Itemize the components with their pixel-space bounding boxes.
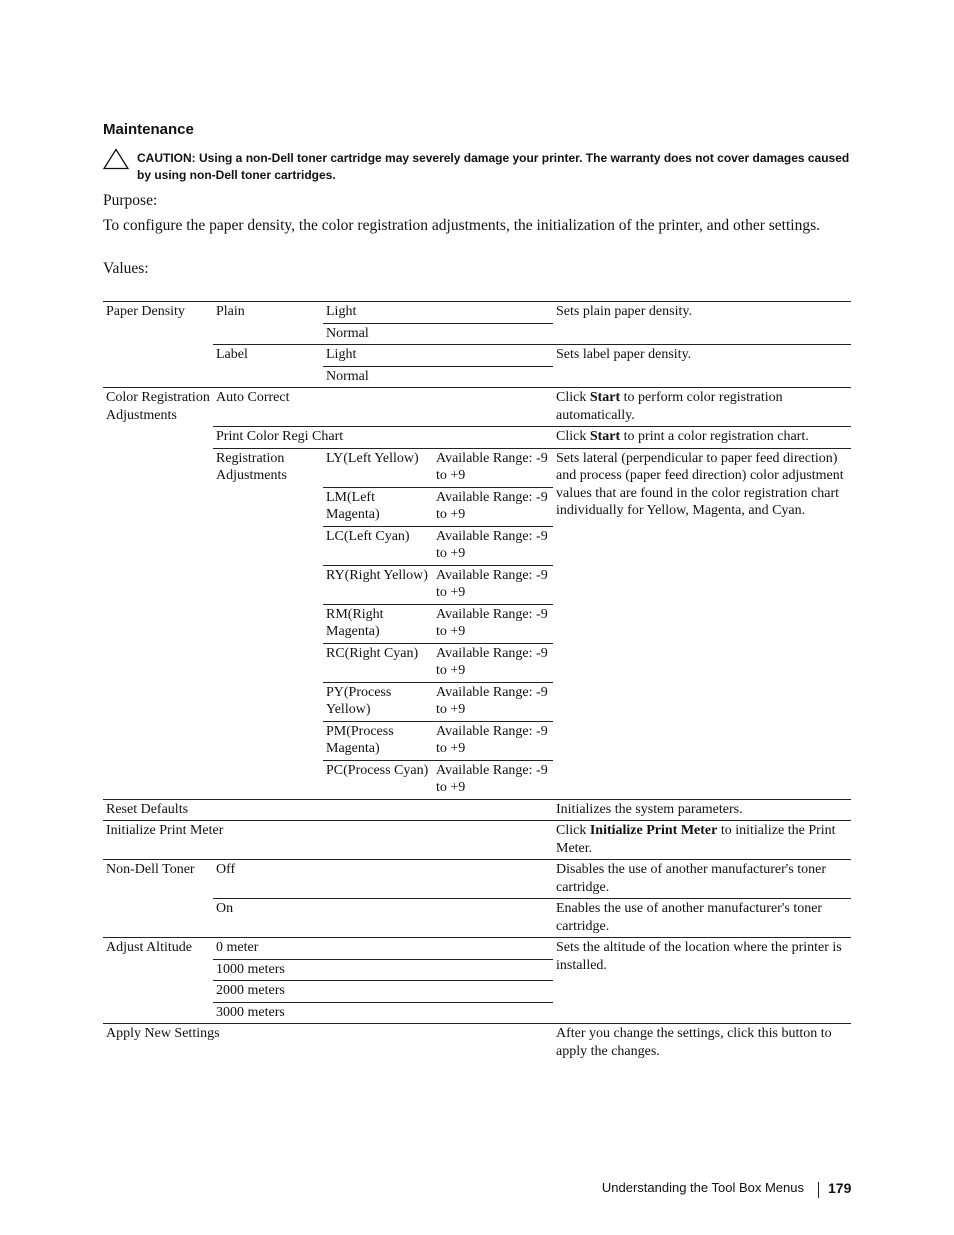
label-normal: Normal	[326, 368, 369, 384]
print-chart: Print Color Regi Chart	[213, 427, 553, 449]
reg-item-name: RC(Right Cyan)	[323, 643, 433, 682]
reg-item-name: RY(Right Yellow)	[323, 565, 433, 604]
table-row	[103, 388, 851, 427]
label-desc: Sets label paper density.	[553, 345, 851, 388]
caution-body: Using a non-Dell toner cartridge may severely damage your printer. The warranty does not cover damages caused by using non-Dell toner cartridges.	[137, 151, 850, 182]
values-table	[103, 301, 851, 1062]
reg-item-name: PM(Process Magenta)	[323, 721, 433, 760]
table-row	[103, 345, 851, 367]
reg-item-name: PC(Process Cyan)	[326, 762, 429, 778]
non-dell-label: Non-Dell Toner	[103, 860, 213, 938]
reg-item-range: Available Range: -9 to +9	[433, 643, 553, 682]
plain-normal: Normal	[326, 325, 369, 341]
reg-item-range: Available Range: -9 to +9	[436, 762, 548, 795]
non-dell-on-desc: Enables the use of another manufacturer's toner cartridge.	[553, 899, 851, 938]
non-dell-off-desc: Disables the use of another manufacturer's toner cartridge.	[553, 860, 851, 899]
altitude-option: 1000 meters	[213, 959, 553, 981]
altitude-option: 2000 meters	[213, 981, 553, 1003]
apply-label: Apply New Settings	[103, 1024, 553, 1063]
auto-correct-desc: Click Start to perform color registration automatically.	[553, 388, 851, 427]
reg-adj-desc: Sets lateral (perpendicular to paper feed direction) and process (paper feed direction) color adjustment values that are found in the color registration chart individually for Yellow, Magenta, and Cyan.	[556, 450, 844, 518]
reg-item-range: Available Range: -9 to +9	[433, 526, 553, 565]
table-row	[103, 799, 851, 821]
section-title: Maintenance	[103, 121, 194, 138]
reset-desc: Initializes the system parameters.	[553, 799, 851, 821]
print-chart-desc: Click Start to print a color registration chart.	[553, 427, 851, 449]
label-light: Light	[323, 345, 553, 367]
plain-light: Light	[323, 302, 553, 324]
table-row	[103, 938, 851, 960]
purpose-text: To configure the paper density, the color registration adjustments, the initialization of the printer, and other settings.	[103, 217, 820, 234]
table-row	[103, 821, 851, 860]
footer-divider	[818, 1182, 819, 1198]
reg-item-range: Available Range: -9 to +9	[433, 487, 553, 526]
reg-item-name: RM(Right Magenta)	[323, 604, 433, 643]
reg-item-range: Available Range: -9 to +9	[433, 682, 553, 721]
reg-item-name: LC(Left Cyan)	[323, 526, 433, 565]
reg-item-range: Available Range: -9 to +9	[433, 604, 553, 643]
reg-item-name: LM(Left Magenta)	[323, 487, 433, 526]
altitude-label: Adjust Altitude	[103, 938, 213, 1024]
reg-adj-label: Registration Adjustments	[216, 450, 287, 483]
reg-item-name: PY(Process Yellow)	[323, 682, 433, 721]
non-dell-off: Off	[213, 860, 553, 899]
table-row	[103, 1024, 851, 1063]
reg-item-name: LY(Left Yellow)	[323, 448, 433, 487]
table-row	[103, 899, 851, 938]
init-meter-label: Initialize Print Meter	[103, 821, 553, 860]
auto-correct: Auto Correct	[213, 388, 553, 427]
altitude-option: 0 meter	[213, 938, 553, 960]
non-dell-on: On	[213, 899, 553, 938]
plain-label: Plain	[213, 302, 323, 345]
altitude-option: 3000 meters	[216, 1004, 285, 1020]
footer-title: Understanding the Tool Box Menus	[601, 1180, 804, 1195]
reg-item-range: Available Range: -9 to +9	[433, 448, 553, 487]
init-meter-desc: Click Initialize Print Meter to initialize the Print Meter.	[553, 821, 851, 860]
label-type: Label	[213, 345, 323, 388]
apply-desc: After you change the settings, click this button to apply the changes.	[553, 1024, 851, 1063]
altitude-desc: Sets the altitude of the location where the printer is installed.	[553, 938, 851, 1024]
values-label: Values:	[103, 260, 149, 277]
caution-text	[137, 150, 853, 184]
plain-desc: Sets plain paper density.	[553, 302, 851, 345]
table-row	[103, 448, 851, 487]
page-number: 179	[828, 1180, 852, 1196]
reg-item-range: Available Range: -9 to +9	[433, 565, 553, 604]
color-reg-label: Color Registration Adjustments	[103, 388, 213, 800]
reg-item-range: Available Range: -9 to +9	[433, 721, 553, 760]
warning-icon	[103, 148, 129, 175]
table-row	[103, 427, 851, 449]
table-row	[103, 860, 851, 899]
purpose-label: Purpose:	[103, 192, 158, 209]
table-row	[103, 302, 851, 324]
paper-density-label: Paper Density	[103, 302, 213, 388]
reset-label: Reset Defaults	[103, 799, 553, 821]
caution-label: CAUTION:	[137, 151, 196, 165]
